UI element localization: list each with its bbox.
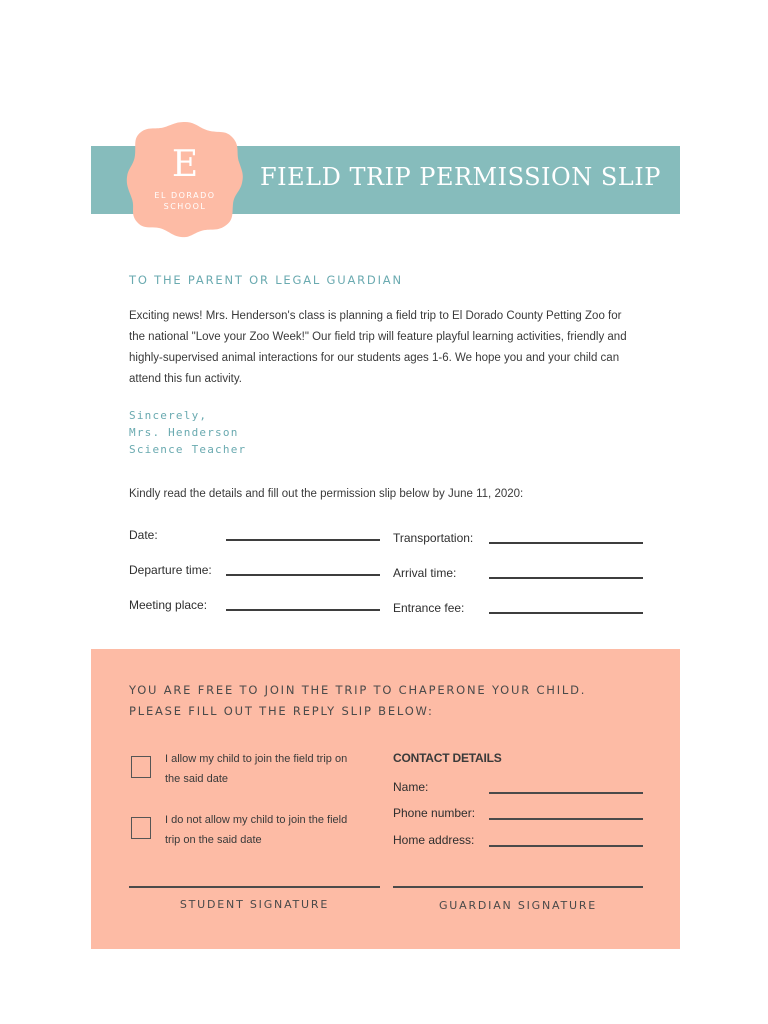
reply-line-2: PLEASE FILL OUT THE REPLY SLIP BELOW: <box>129 704 434 718</box>
signer-name: Mrs. Henderson <box>129 426 239 439</box>
entrance-fee-label: Entrance fee: <box>393 601 465 615</box>
entrance-fee-field[interactable] <box>489 612 643 614</box>
home-address-field[interactable] <box>489 845 643 847</box>
arrival-time-label: Arrival time: <box>393 566 457 580</box>
departure-time-field[interactable] <box>226 574 380 576</box>
disallow-option-label: I do not allow my child to join the field trip on the said date <box>165 814 348 846</box>
meeting-place-label: Meeting place: <box>129 598 208 612</box>
arrival-time-field[interactable] <box>489 577 643 579</box>
transportation-field[interactable] <box>489 542 643 544</box>
disallow-checkbox[interactable] <box>131 817 151 839</box>
phone-number-field[interactable] <box>489 818 643 820</box>
guardian-signature-line[interactable] <box>393 886 643 888</box>
reply-line-1: YOU ARE FREE TO JOIN THE TRIP TO CHAPERONE YOUR CHILD. <box>129 683 587 697</box>
badge-letter: E <box>171 144 199 185</box>
allow-checkbox[interactable] <box>131 756 151 778</box>
date-label: Date: <box>129 528 158 542</box>
closing: Sincerely, <box>129 409 208 422</box>
badge-name-line-2: SCHOOL <box>163 202 207 211</box>
name-label: Name: <box>393 780 429 794</box>
badge-name-line-1: EL DORADO <box>154 191 216 200</box>
allow-option-label: I allow my child to join the field trip on the said date <box>165 753 348 785</box>
instruction-text: Kindly read the details and fill out the permission slip below by June 11, 2020: <box>129 488 524 500</box>
reply-slip-intro <box>129 680 586 722</box>
student-signature-line[interactable] <box>129 886 380 888</box>
date-field[interactable] <box>226 539 380 541</box>
page-title: FIELD TRIP PERMISSION SLIP <box>260 163 661 191</box>
meeting-place-field[interactable] <box>226 609 380 611</box>
phone-number-label: Phone number: <box>393 806 476 820</box>
badge-school-name <box>126 190 244 212</box>
home-address-label: Home address: <box>393 833 475 847</box>
departure-time-label: Departure time: <box>129 563 212 577</box>
student-signature-label: STUDENT SIGNATURE <box>179 898 330 911</box>
intro-paragraph: Exciting news! Mrs. Henderson's class is planning a field trip to El Dorado County Petting Zoo for the national "Love your Zoo Week!" Our field trip will feature playful learning activities, friendly and highly-supervised animal interactions for our students ages 1-6. We hope you and your child can attend this fun activity. <box>129 310 627 385</box>
name-field[interactable] <box>489 792 643 794</box>
signer-title: Science Teacher <box>129 443 247 456</box>
transportation-label: Transportation: <box>393 531 474 545</box>
recipient-heading: TO THE PARENT OR LEGAL GUARDIAN <box>129 273 403 287</box>
guardian-signature-label: GUARDIAN SIGNATURE <box>438 899 598 912</box>
contact-details-heading: CONTACT DETAILS <box>393 751 502 765</box>
